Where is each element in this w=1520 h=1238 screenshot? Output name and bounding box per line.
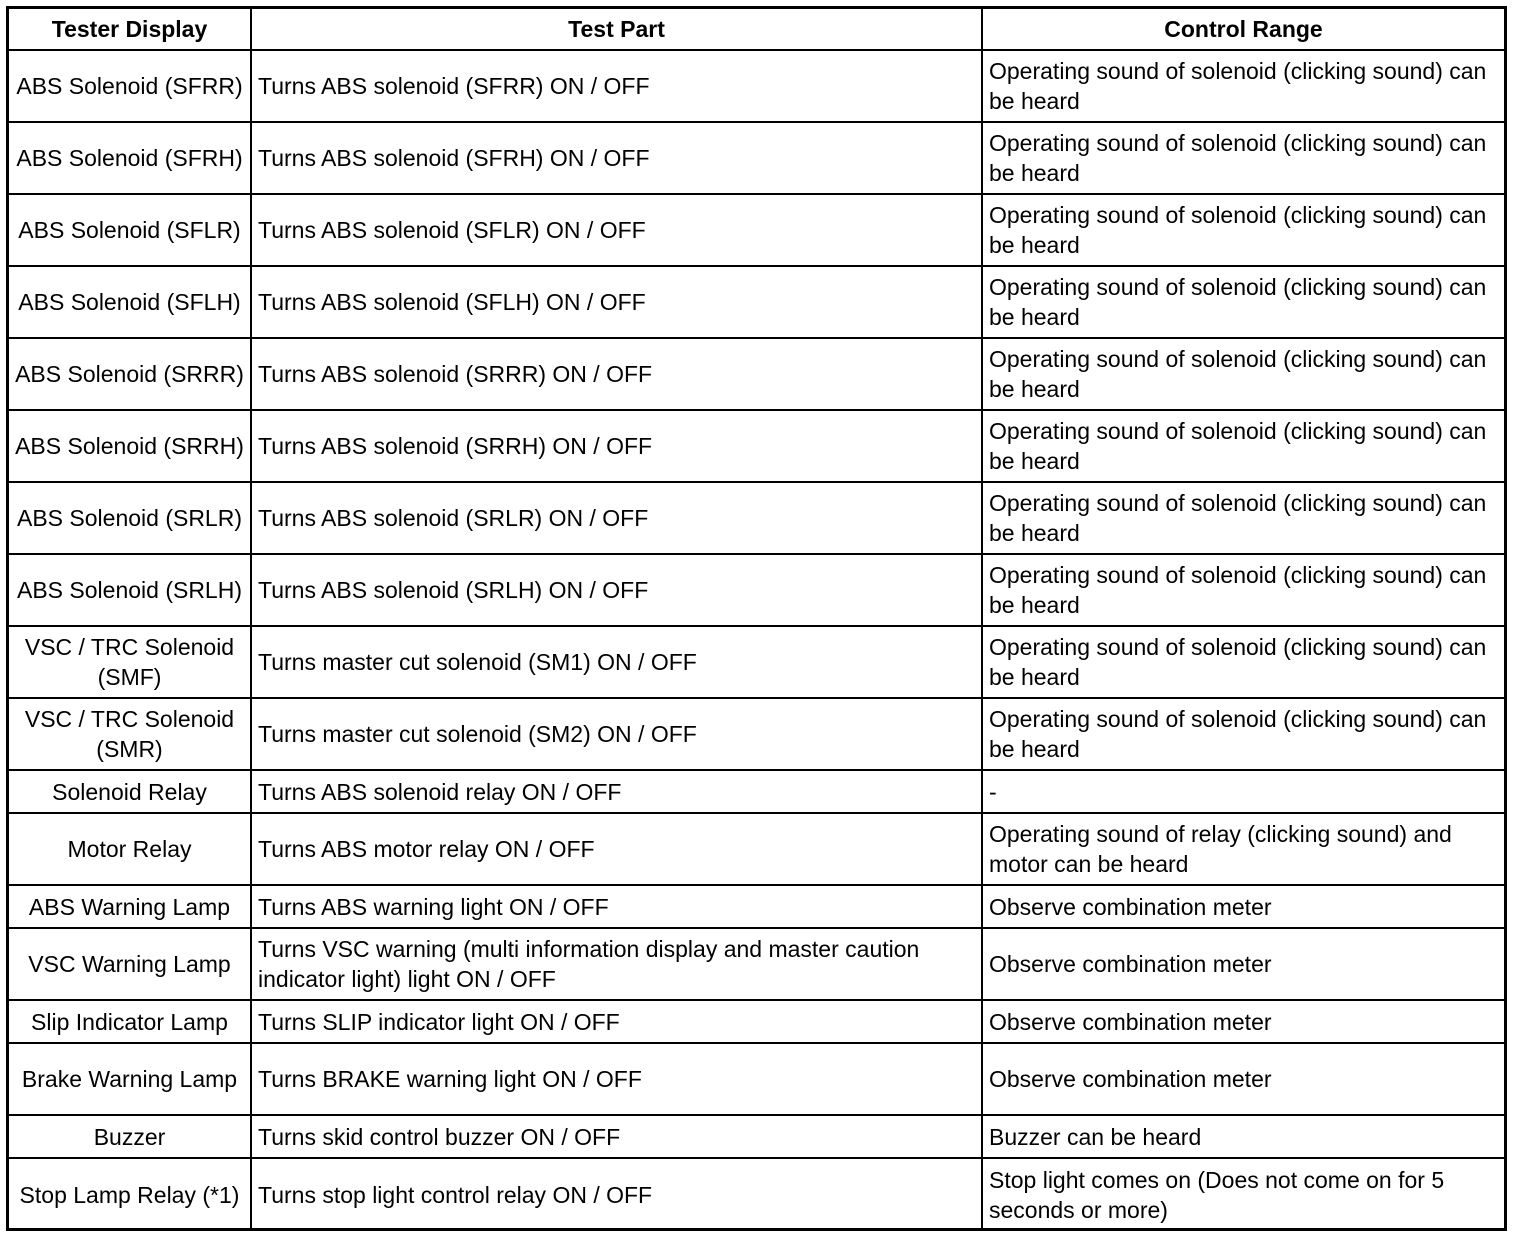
table-row: [9, 266, 1504, 338]
table-row: [9, 885, 1504, 928]
cell-test-part: Turns ABS warning light ON / OFF: [251, 885, 982, 928]
cell-control-range: Operating sound of solenoid (clicking sound) can be heard: [982, 482, 1504, 554]
cell-tester-display: ABS Solenoid (SFRH): [9, 122, 251, 194]
cell-tester-display: VSC Warning Lamp: [9, 928, 251, 1000]
table-row: [9, 928, 1504, 1000]
cell-test-part: Turns ABS solenoid (SFRH) ON / OFF: [251, 122, 982, 194]
table-row: [9, 410, 1504, 482]
cell-control-range: Observe combination meter: [982, 885, 1504, 928]
cell-control-range: Operating sound of solenoid (clicking sound) can be heard: [982, 122, 1504, 194]
active-test-table-frame: [6, 6, 1507, 1231]
table-row: [9, 50, 1504, 122]
cell-test-part: Turns ABS solenoid (SRRR) ON / OFF: [251, 338, 982, 410]
cell-control-range: Operating sound of solenoid (clicking sound) can be heard: [982, 50, 1504, 122]
cell-tester-display: Buzzer: [9, 1115, 251, 1158]
cell-control-range: Operating sound of solenoid (clicking sound) can be heard: [982, 626, 1504, 698]
cell-test-part: Turns ABS solenoid (SFRR) ON / OFF: [251, 50, 982, 122]
cell-tester-display: Brake Warning Lamp: [9, 1043, 251, 1115]
table-row: [9, 194, 1504, 266]
cell-tester-display: ABS Warning Lamp: [9, 885, 251, 928]
cell-tester-display: Solenoid Relay: [9, 770, 251, 813]
table-row: [9, 482, 1504, 554]
cell-tester-display: ABS Solenoid (SFRR): [9, 50, 251, 122]
table-row: [9, 626, 1504, 698]
cell-test-part: Turns ABS motor relay ON / OFF: [251, 813, 982, 885]
cell-tester-display: ABS Solenoid (SRLR): [9, 482, 251, 554]
cell-control-range: Observe combination meter: [982, 1043, 1504, 1115]
cell-test-part: Turns master cut solenoid (SM2) ON / OFF: [251, 698, 982, 770]
cell-test-part: Turns skid control buzzer ON / OFF: [251, 1115, 982, 1158]
cell-test-part: Turns ABS solenoid (SRLR) ON / OFF: [251, 482, 982, 554]
cell-test-part: Turns ABS solenoid (SFLR) ON / OFF: [251, 194, 982, 266]
cell-control-range: Operating sound of solenoid (clicking sound) can be heard: [982, 338, 1504, 410]
cell-control-range: Operating sound of solenoid (clicking sound) can be heard: [982, 698, 1504, 770]
cell-test-part: Turns stop light control relay ON / OFF: [251, 1158, 982, 1230]
cell-control-range: Operating sound of solenoid (clicking sound) can be heard: [982, 194, 1504, 266]
table-row: [9, 1000, 1504, 1043]
cell-tester-display: Slip Indicator Lamp: [9, 1000, 251, 1043]
cell-test-part: Turns ABS solenoid (SRRH) ON / OFF: [251, 410, 982, 482]
table-row: [9, 1043, 1504, 1115]
table-row: [9, 698, 1504, 770]
table-row: [9, 770, 1504, 813]
cell-control-range: Observe combination meter: [982, 1000, 1504, 1043]
cell-test-part: Turns ABS solenoid (SRLH) ON / OFF: [251, 554, 982, 626]
cell-control-range: Observe combination meter: [982, 928, 1504, 1000]
cell-control-range: -: [982, 770, 1504, 813]
cell-control-range: Operating sound of solenoid (clicking sound) can be heard: [982, 410, 1504, 482]
cell-tester-display: ABS Solenoid (SRLH): [9, 554, 251, 626]
table-row: [9, 554, 1504, 626]
cell-tester-display: Motor Relay: [9, 813, 251, 885]
cell-tester-display: Stop Lamp Relay (*1): [9, 1158, 251, 1230]
cell-tester-display: ABS Solenoid (SFLH): [9, 266, 251, 338]
cell-control-range: Operating sound of solenoid (clicking sound) can be heard: [982, 554, 1504, 626]
cell-control-range: Operating sound of solenoid (clicking sound) can be heard: [982, 266, 1504, 338]
cell-control-range: Operating sound of relay (clicking sound) and motor can be heard: [982, 813, 1504, 885]
cell-test-part: Turns BRAKE warning light ON / OFF: [251, 1043, 982, 1115]
header-control-range: Control Range: [982, 9, 1504, 50]
table-header-row: [9, 9, 1504, 50]
cell-tester-display: VSC / TRC Solenoid (SMR): [9, 698, 251, 770]
header-test-part: Test Part: [251, 9, 982, 50]
header-tester-display: Tester Display: [9, 9, 251, 50]
cell-test-part: Turns VSC warning (multi information display and master caution indicator light) light ON / OFF: [251, 928, 982, 1000]
table-row: [9, 1115, 1504, 1158]
cell-tester-display: ABS Solenoid (SFLR): [9, 194, 251, 266]
cell-tester-display: VSC / TRC Solenoid (SMF): [9, 626, 251, 698]
cell-test-part: Turns SLIP indicator light ON / OFF: [251, 1000, 982, 1043]
cell-test-part: Turns master cut solenoid (SM1) ON / OFF: [251, 626, 982, 698]
active-test-table: [9, 9, 1504, 1230]
table-row: [9, 813, 1504, 885]
cell-tester-display: ABS Solenoid (SRRR): [9, 338, 251, 410]
table-row: [9, 1158, 1504, 1230]
cell-tester-display: ABS Solenoid (SRRH): [9, 410, 251, 482]
table-row: [9, 338, 1504, 410]
cell-control-range: Buzzer can be heard: [982, 1115, 1504, 1158]
table-row: [9, 122, 1504, 194]
cell-test-part: Turns ABS solenoid relay ON / OFF: [251, 770, 982, 813]
cell-test-part: Turns ABS solenoid (SFLH) ON / OFF: [251, 266, 982, 338]
cell-control-range: Stop light comes on (Does not come on for 5 seconds or more): [982, 1158, 1504, 1230]
